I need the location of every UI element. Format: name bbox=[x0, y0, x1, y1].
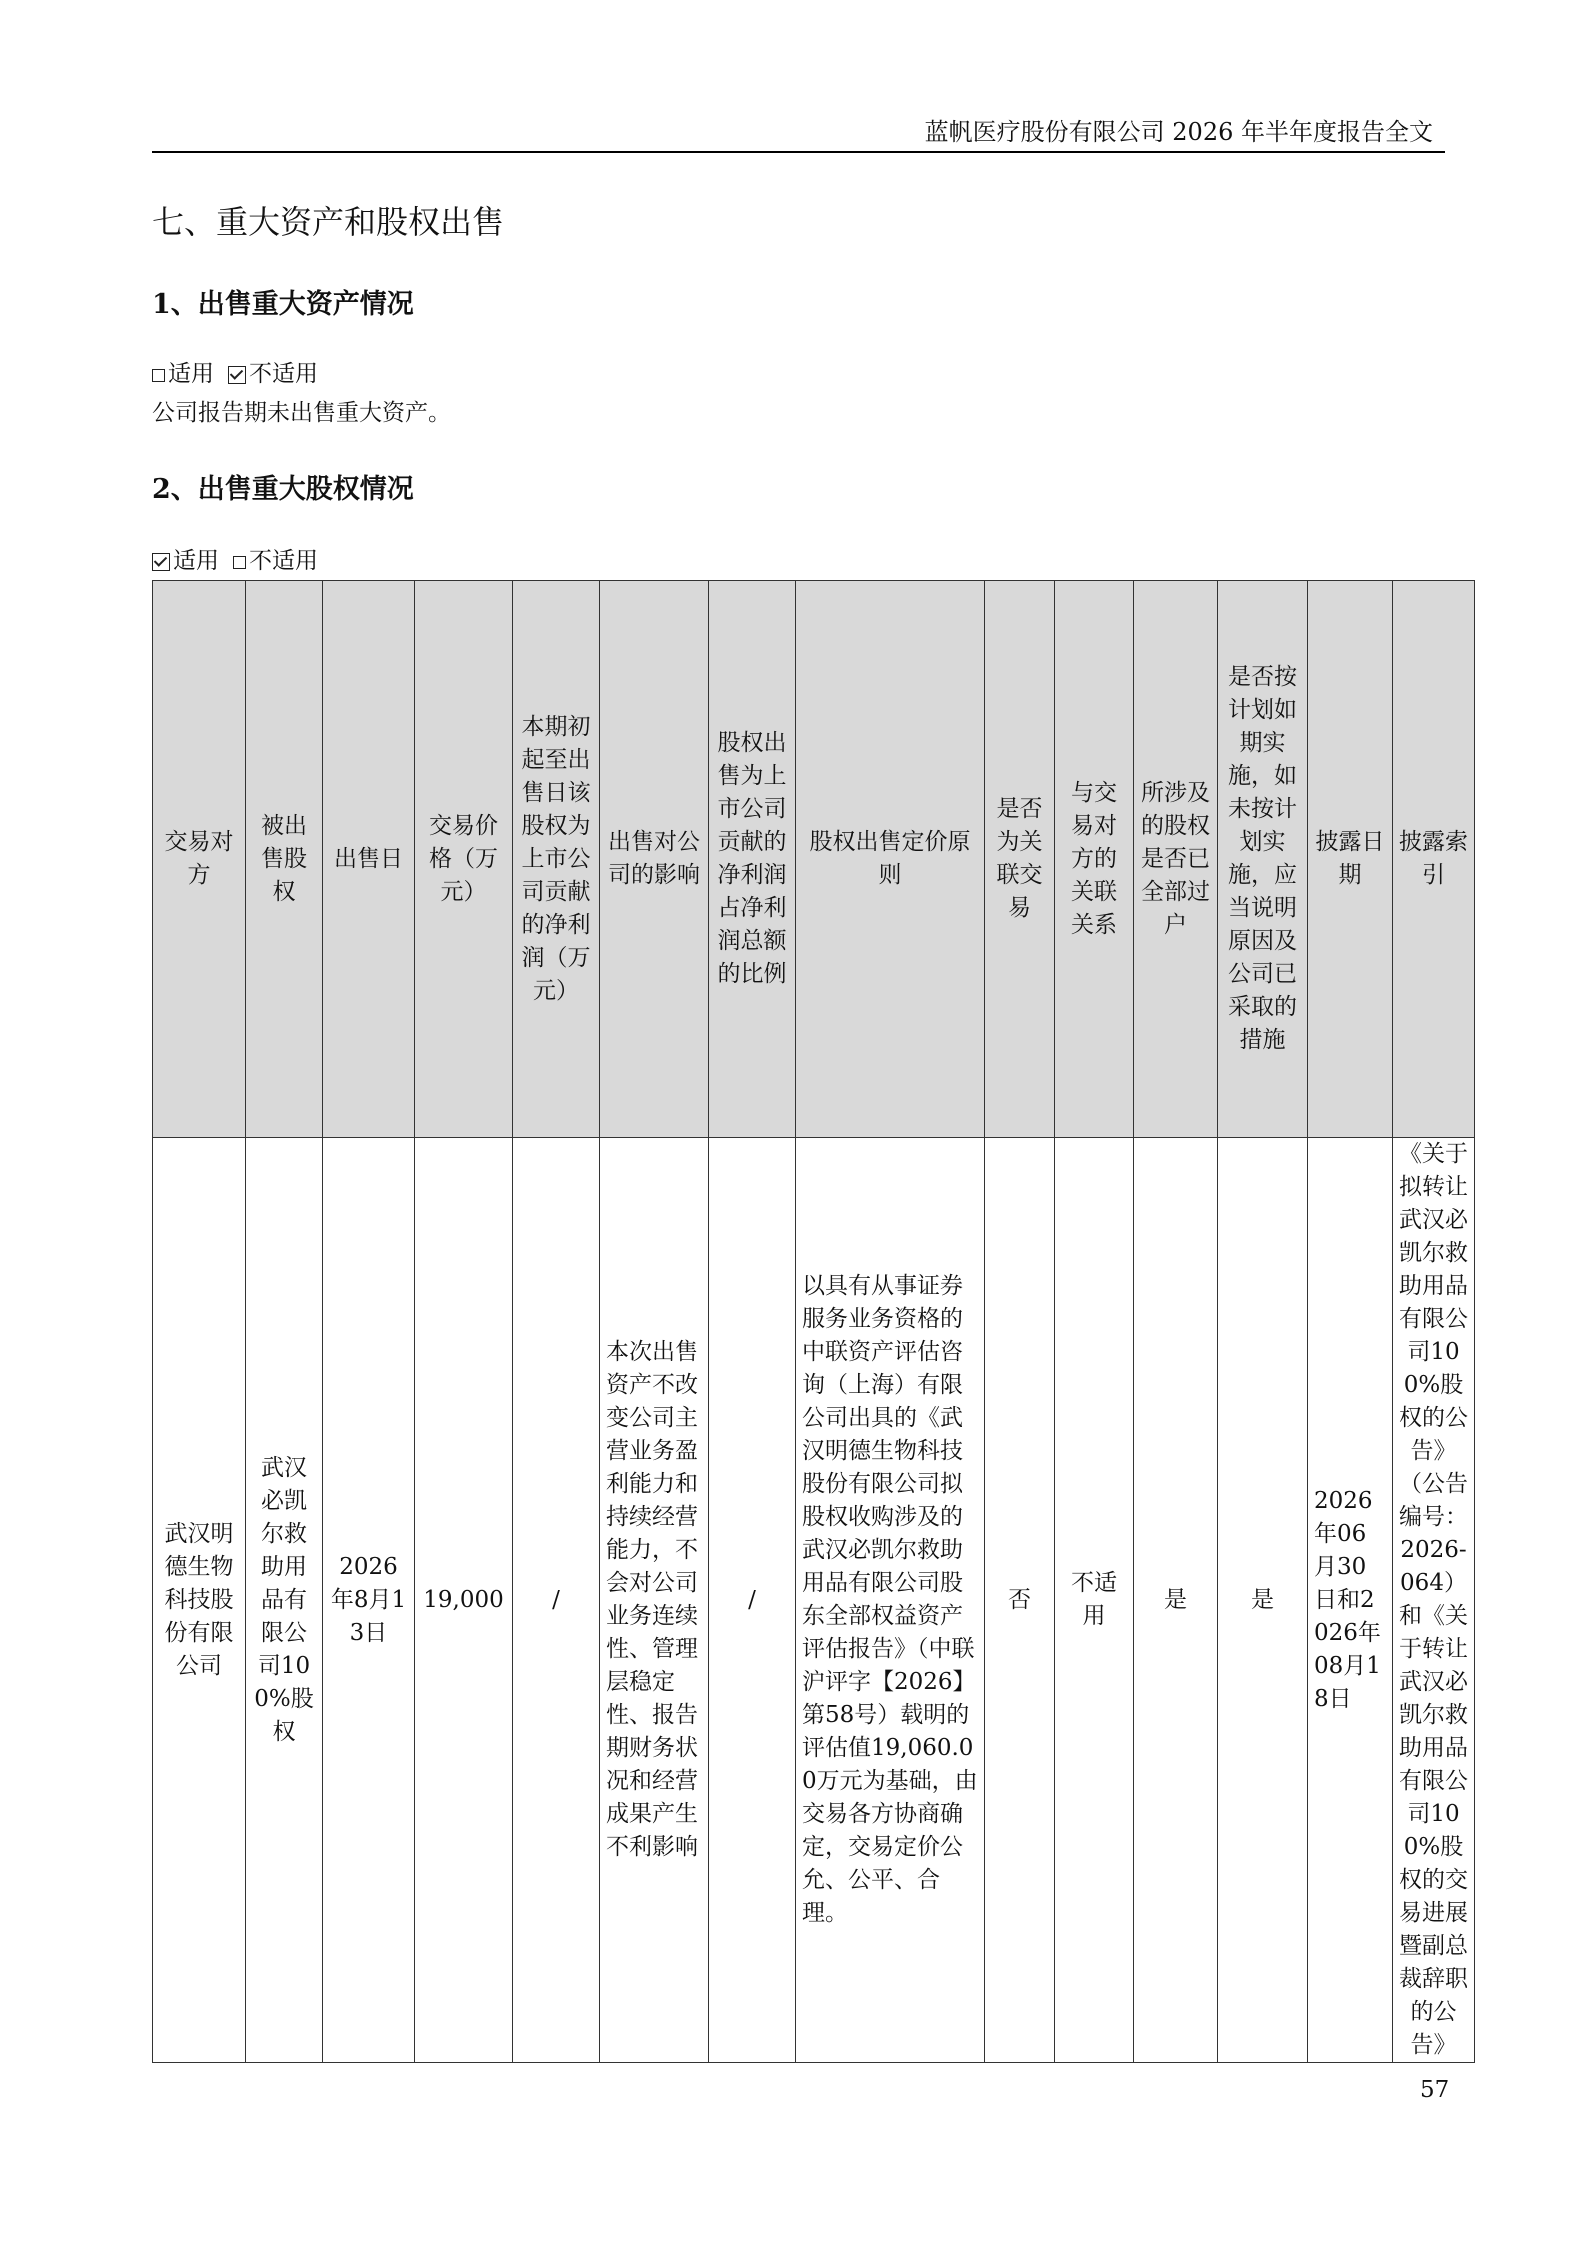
header-disclosure-date: 披露日期 bbox=[1308, 581, 1393, 1138]
header-price: 交易价格（万元） bbox=[415, 581, 513, 1138]
page-header-title: 蓝帆医疗股份有限公司 2026 年半年度报告全文 bbox=[924, 118, 1433, 146]
cell-net-profit-contribution: / bbox=[513, 1138, 600, 2063]
cell-disclosure-date: 2026年06月30日和2026年08月18日 bbox=[1308, 1138, 1393, 2063]
table-header-row bbox=[153, 581, 1475, 1138]
subsection-1-note: 公司报告期未出售重大资产。 bbox=[152, 400, 451, 426]
header-pricing-principle: 股权出售定价原则 bbox=[796, 581, 985, 1138]
header-relationship: 与交易对方的关联关系 bbox=[1055, 581, 1134, 1138]
cell-sale-date: 2026年8月13日 bbox=[323, 1138, 415, 2063]
applicability-line-1 bbox=[152, 355, 318, 388]
equity-sale-table bbox=[152, 580, 1475, 2063]
checked-box-icon bbox=[228, 366, 246, 384]
not-applicable-label: 不适用 bbox=[249, 548, 318, 574]
subsection-2-title: 2、出售重大股权情况 bbox=[152, 474, 414, 505]
cell-transfer-complete: 是 bbox=[1134, 1138, 1218, 2063]
cell-equity-sold: 武汉必凯尔救助用品有限公司100%股权 bbox=[246, 1138, 323, 2063]
header-counterparty: 交易对方 bbox=[153, 581, 246, 1138]
header-equity-sold: 被出售股权 bbox=[246, 581, 323, 1138]
header-divider bbox=[152, 151, 1445, 153]
cell-price: 19,000 bbox=[415, 1138, 513, 2063]
cell-related-transaction: 否 bbox=[985, 1138, 1055, 2063]
not-applicable-label: 不适用 bbox=[249, 361, 318, 387]
cell-relationship: 不适用 bbox=[1055, 1138, 1134, 2063]
header-disclosure-index: 披露索引 bbox=[1393, 581, 1475, 1138]
cell-impact: 本次出售资产不改变公司主营业务盈利能力和持续经营能力，不会对公司业务连续性、管理层稳定性、报告期财务状况和经营成果产生不利影响 bbox=[600, 1138, 709, 2063]
page-number: 57 bbox=[1420, 2077, 1450, 2103]
header-impact: 出售对公司的影响 bbox=[600, 581, 709, 1138]
applicability-line-2 bbox=[152, 542, 318, 575]
applicable-label: 适用 bbox=[168, 361, 214, 387]
unchecked-box-icon bbox=[152, 369, 165, 382]
cell-pricing-principle: 以具有从事证券服务业务资格的中联资产评估咨询（上海）有限公司出具的《武汉明德生物科技股份有限公司拟股权收购涉及的武汉必凯尔救助用品有限公司股东全部权益资产评估报告》（中联沪评字【2026】第58号）载明的评估值19,060.00万元为基础，由交易各方协商确定，交易定价公允、公平、合理。 bbox=[796, 1138, 985, 2063]
subsection-1-title: 1、出售重大资产情况 bbox=[152, 289, 414, 320]
cell-counterparty: 武汉明德生物科技股份有限公司 bbox=[153, 1138, 246, 2063]
checked-box-icon bbox=[152, 553, 170, 571]
header-profit-ratio: 股权出售为上市公司贡献的净利润占净利润总额的比例 bbox=[709, 581, 796, 1138]
header-net-profit-contribution: 本期初起至出售日该股权为上市公司贡献的净利润（万元） bbox=[513, 581, 600, 1138]
header-on-schedule: 是否按计划如期实施，如未按计划实施，应当说明原因及公司已采取的措施 bbox=[1218, 581, 1308, 1138]
cell-disclosure-index: 《关于拟转让武汉必凯尔救助用品有限公司100%股权的公告》（公告编号：2026-064）和《关于转让武汉必凯尔救助用品有限公司100%股权的交易进展暨副总裁辞职的公告》 bbox=[1393, 1138, 1475, 2063]
section-title: 七、重大资产和股权出售 bbox=[152, 203, 505, 241]
cell-on-schedule: 是 bbox=[1218, 1138, 1308, 2063]
header-sale-date: 出售日 bbox=[323, 581, 415, 1138]
header-related-transaction: 是否为关联交易 bbox=[985, 581, 1055, 1138]
cell-profit-ratio: / bbox=[709, 1138, 796, 2063]
applicable-label: 适用 bbox=[173, 548, 219, 574]
table-row bbox=[153, 1138, 1475, 2063]
unchecked-box-icon bbox=[233, 556, 246, 569]
header-transfer-complete: 所涉及的股权是否已全部过户 bbox=[1134, 581, 1218, 1138]
